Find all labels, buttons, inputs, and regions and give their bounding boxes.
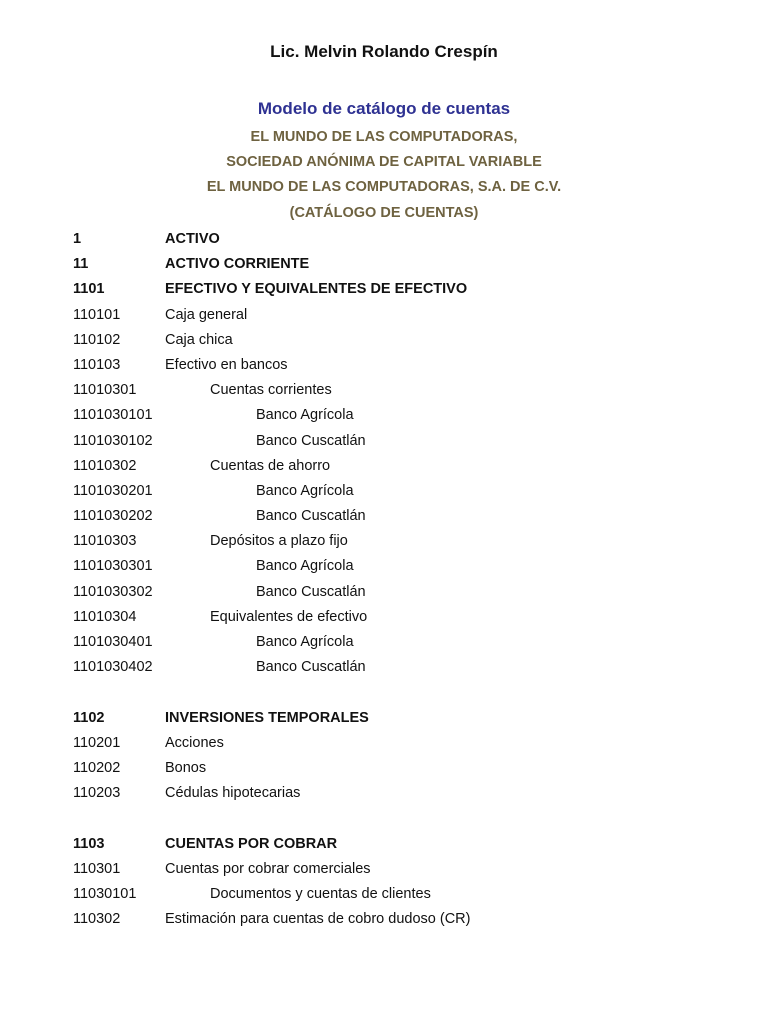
account-code: 110201 bbox=[73, 734, 121, 751]
account-row bbox=[73, 506, 753, 531]
account-code: 11010304 bbox=[73, 608, 137, 625]
account-row bbox=[73, 330, 753, 355]
account-code: 1101030201 bbox=[73, 482, 153, 499]
account-row bbox=[73, 355, 753, 380]
account-name: Cédulas hipotecarias bbox=[165, 785, 301, 802]
account-code: 1101030401 bbox=[73, 634, 153, 650]
account-name: Banco Cuscatlán bbox=[256, 508, 366, 525]
account-code: 1101030302 bbox=[73, 583, 153, 600]
account-row bbox=[73, 733, 753, 758]
account-name: Banco Agrícola bbox=[256, 558, 354, 575]
account-row bbox=[73, 279, 753, 304]
account-name: Cuentas de ahorro bbox=[210, 457, 331, 474]
account-code: 110301 bbox=[73, 860, 121, 877]
account-code: 1101030202 bbox=[73, 508, 153, 525]
account-name: Banco Cuscatlán bbox=[256, 432, 366, 449]
account-code: 110101 bbox=[73, 306, 121, 323]
account-name: INVERSIONES TEMPORALES bbox=[165, 709, 369, 726]
account-row bbox=[73, 657, 753, 682]
account-row bbox=[73, 582, 753, 607]
account-name: EFECTIVO Y EQUIVALENTES DE EFECTIVO bbox=[165, 281, 468, 298]
company-name-line-2: SOCIEDAD ANÓNIMA DE CAPITAL VARIABLE bbox=[226, 154, 542, 170]
account-name: Documentos y cuentas de clientes bbox=[210, 885, 431, 902]
account-row bbox=[73, 607, 753, 632]
account-name: Banco Cuscatlán bbox=[256, 659, 366, 676]
account-row bbox=[73, 556, 753, 581]
account-code: 1101030102 bbox=[73, 432, 153, 449]
account-code: 11030101 bbox=[73, 885, 137, 902]
account-name: Caja general bbox=[165, 306, 248, 323]
account-catalog-list bbox=[73, 229, 753, 934]
account-name: Cuentas corrientes bbox=[210, 382, 332, 399]
account-row bbox=[73, 909, 753, 934]
account-name: Efectivo en bancos bbox=[165, 356, 288, 373]
account-code: 1103 bbox=[73, 835, 105, 852]
account-name: Banco Cuscatlán bbox=[256, 583, 366, 600]
account-name: Depósitos a plazo fijo bbox=[210, 533, 348, 550]
account-name: Banco Agrícola bbox=[256, 482, 354, 499]
document-title: Modelo de catálogo de cuentas bbox=[257, 99, 511, 118]
account-code: 11010301 bbox=[73, 382, 137, 399]
account-row bbox=[73, 758, 753, 783]
account-name: Acciones bbox=[165, 734, 224, 751]
account-row bbox=[73, 380, 753, 405]
company-name-line-1: EL MUNDO DE LAS COMPUTADORAS, bbox=[250, 129, 518, 145]
account-code: 110202 bbox=[73, 759, 121, 776]
account-name: Banco Agrícola bbox=[256, 634, 354, 650]
account-name: Cuentas por cobrar comerciales bbox=[165, 860, 371, 877]
account-code: 110203 bbox=[73, 785, 121, 802]
account-code: 11010303 bbox=[73, 533, 137, 550]
account-code: 11 bbox=[73, 256, 89, 273]
account-code: 110302 bbox=[73, 911, 121, 928]
account-row bbox=[73, 229, 753, 254]
account-row bbox=[73, 632, 753, 657]
account-row bbox=[73, 431, 753, 456]
account-code: 1101 bbox=[73, 281, 105, 298]
account-code: 110102 bbox=[73, 331, 121, 348]
account-row bbox=[73, 254, 753, 279]
account-name: Equivalentes de efectivo bbox=[210, 608, 368, 625]
account-code: 11010302 bbox=[73, 457, 137, 474]
account-name: CUENTAS POR COBRAR bbox=[165, 835, 338, 852]
account-name: Banco Agrícola bbox=[256, 407, 354, 424]
account-code: 1101030402 bbox=[73, 659, 153, 676]
account-name: ACTIVO CORRIENTE bbox=[165, 256, 310, 273]
account-row bbox=[73, 708, 753, 733]
author-name: Lic. Melvin Rolando Crespín bbox=[270, 42, 498, 61]
account-row bbox=[73, 884, 753, 909]
company-name-line-3: EL MUNDO DE LAS COMPUTADORAS, S.A. DE C.V. bbox=[206, 179, 562, 195]
account-code: 1102 bbox=[73, 709, 105, 726]
account-code: 1 bbox=[73, 231, 82, 247]
account-code: 110103 bbox=[73, 356, 121, 373]
account-row bbox=[73, 531, 753, 556]
account-code: 1101030101 bbox=[73, 407, 153, 424]
account-row bbox=[73, 305, 753, 330]
account-row bbox=[73, 456, 753, 481]
account-name: Caja chica bbox=[165, 331, 233, 348]
catalog-heading: (CATÁLOGO DE CUENTAS) bbox=[289, 205, 479, 221]
account-row bbox=[73, 783, 753, 808]
account-row bbox=[73, 834, 753, 859]
account-name: Estimación para cuentas de cobro dudoso (CR) bbox=[165, 911, 471, 928]
account-row bbox=[73, 859, 753, 884]
account-row bbox=[73, 405, 753, 430]
account-code: 1101030301 bbox=[73, 558, 153, 575]
account-row bbox=[73, 481, 753, 506]
account-name: Bonos bbox=[165, 759, 207, 776]
account-name: ACTIVO bbox=[165, 231, 220, 247]
